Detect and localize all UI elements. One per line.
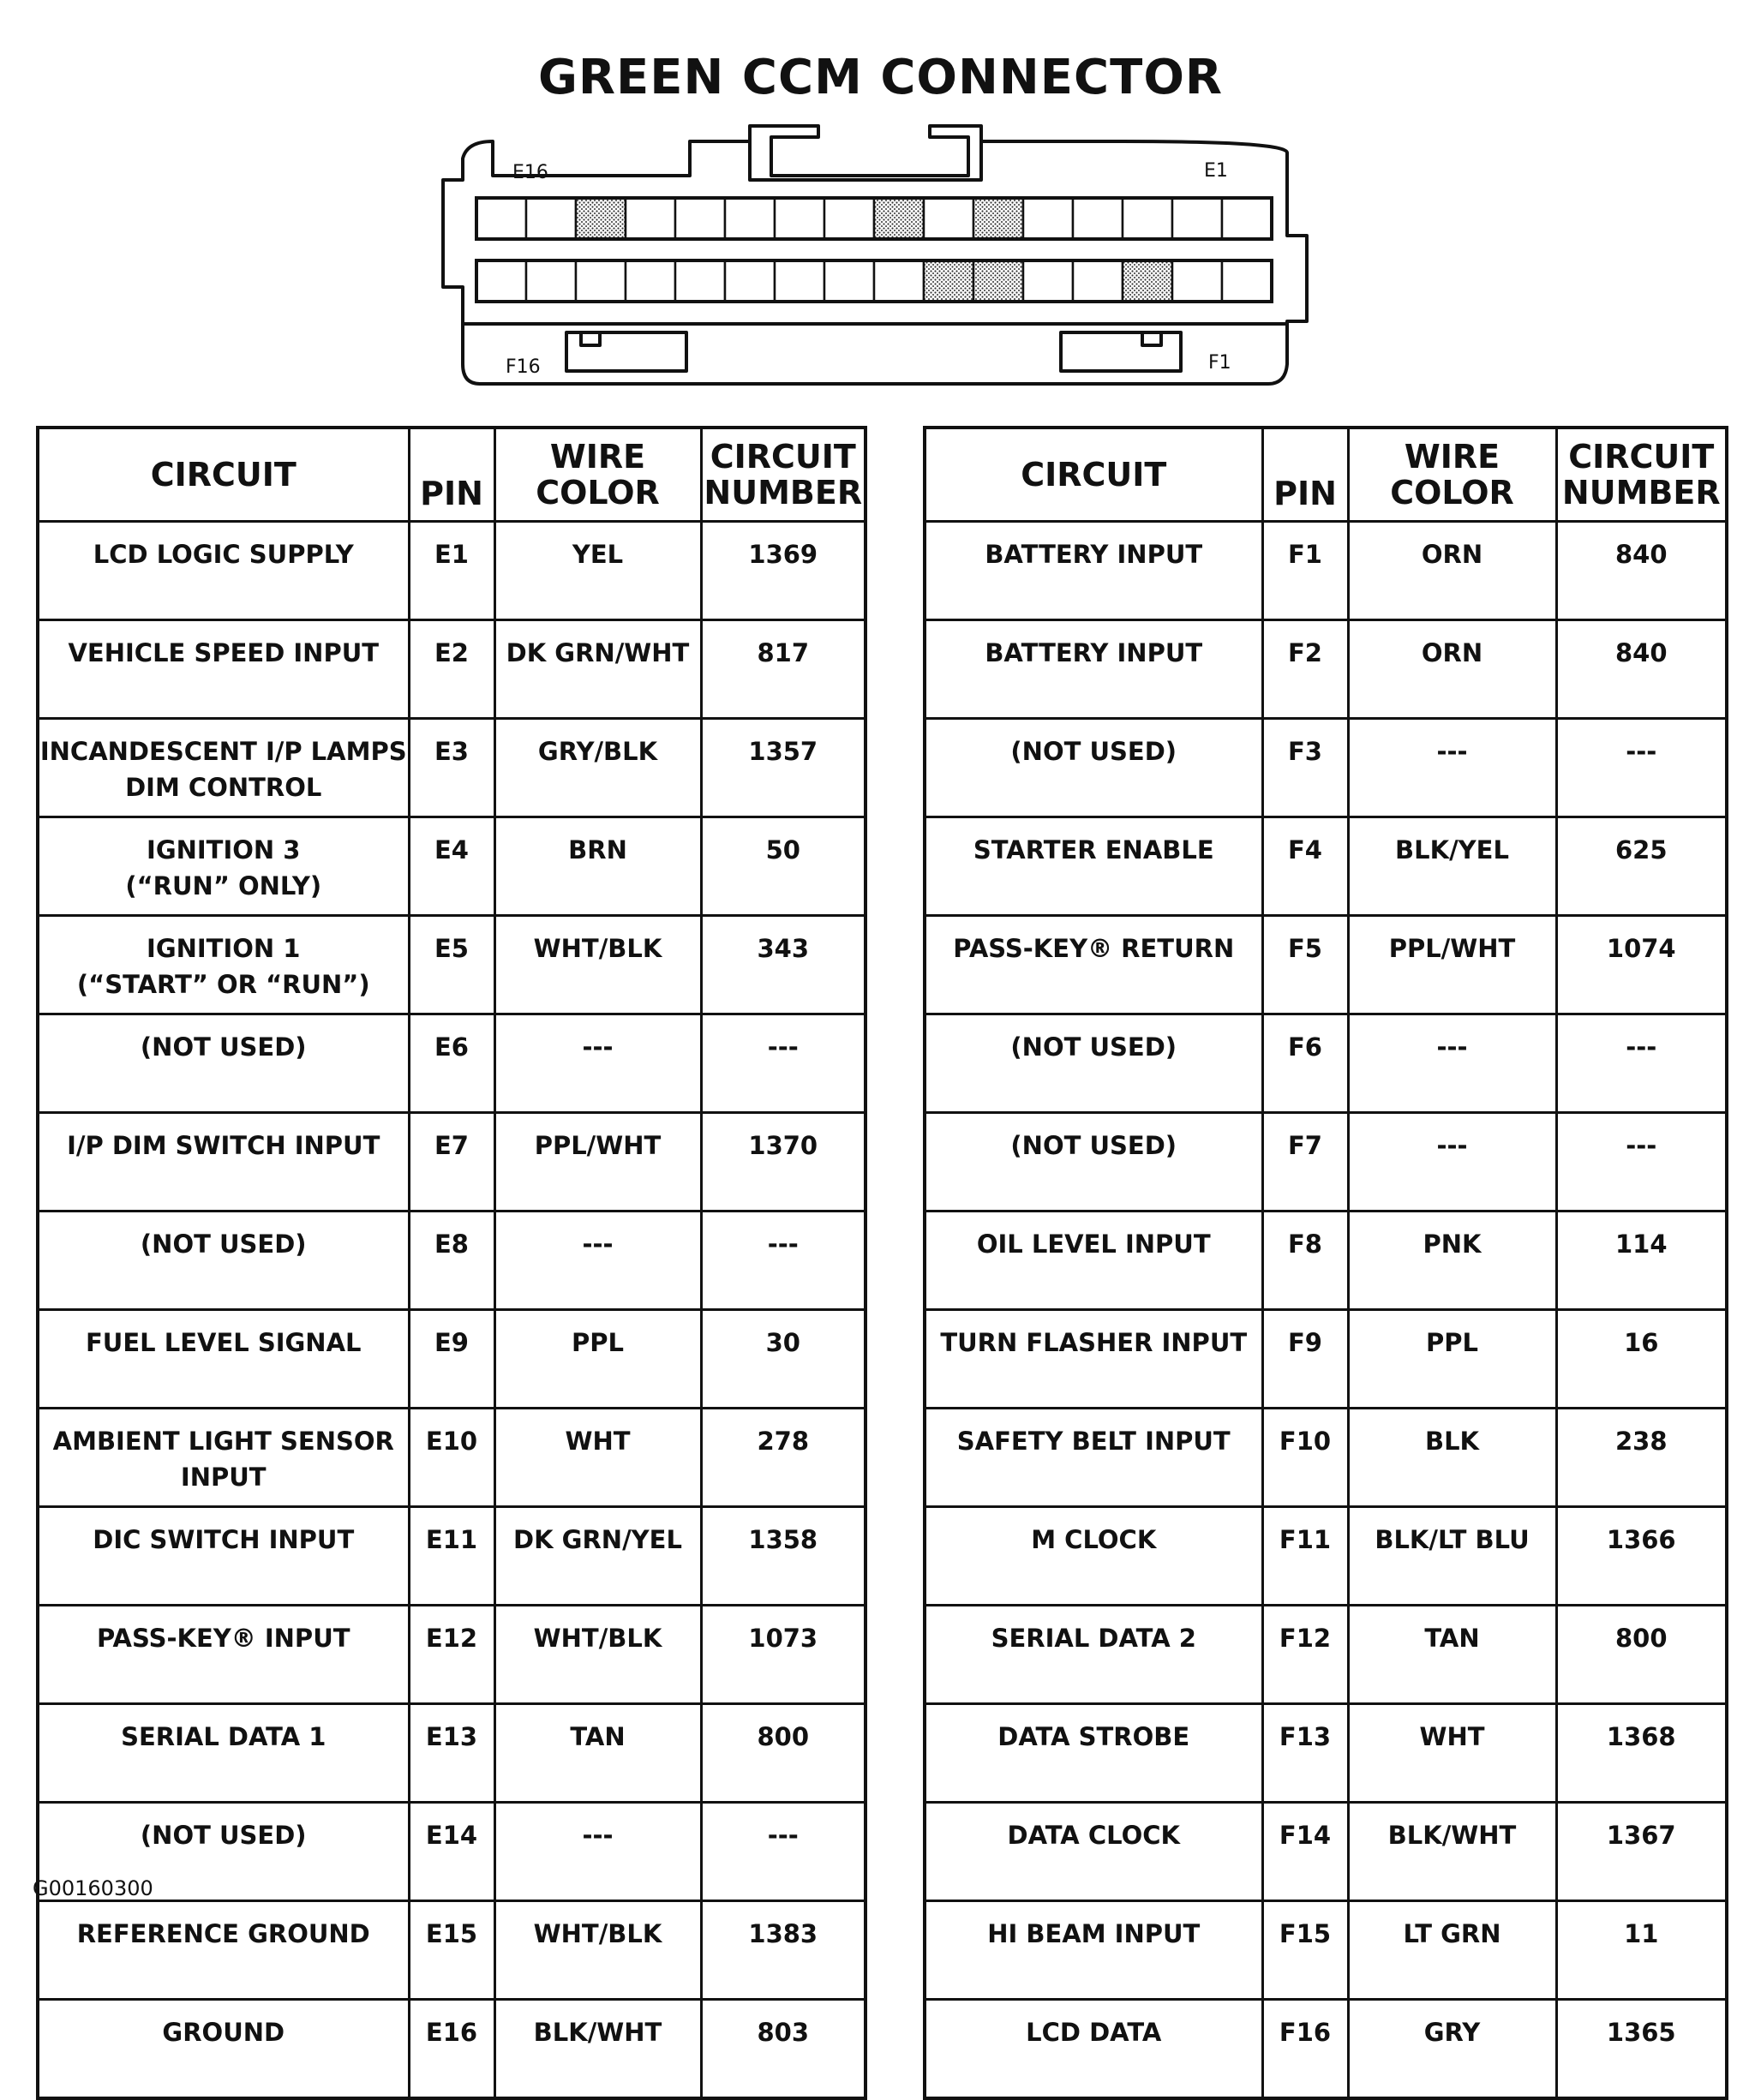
pin-row-f-cavity xyxy=(1172,260,1222,302)
circuit-line: M CLOCK xyxy=(1031,1525,1157,1554)
header-circuit: CIRCUIT xyxy=(38,428,409,522)
table-row xyxy=(38,1507,866,1606)
header-pin: PIN xyxy=(409,428,494,522)
cell-pin: F13 xyxy=(1262,1704,1348,1803)
cell-pin: F12 xyxy=(1262,1606,1348,1704)
cell-circuit xyxy=(925,1212,1262,1310)
cell-pin: E16 xyxy=(409,2000,494,2099)
cell-pin: E12 xyxy=(409,1606,494,1704)
circuit-line: IGNITION 3 xyxy=(147,835,301,865)
circuit-line: PASS-KEY® RETURN xyxy=(953,934,1235,963)
cell-circuit xyxy=(925,1901,1262,2000)
cell-pin: F1 xyxy=(1262,522,1348,620)
table-row xyxy=(925,1310,1727,1409)
cell-wire-color: WHT/BLK xyxy=(494,916,701,1014)
circuit-line: (“START” OR “RUN”) xyxy=(76,970,370,999)
pin-row-f-cavity xyxy=(1222,260,1272,302)
cell-circuit-number: --- xyxy=(1556,719,1727,817)
cell-wire-color: BLK/LT BLU xyxy=(1348,1507,1556,1606)
circuit-line: OIL LEVEL INPUT xyxy=(976,1229,1211,1259)
cell-circuit xyxy=(38,1310,409,1409)
table-row xyxy=(38,522,866,620)
cell-circuit xyxy=(38,1409,409,1507)
cell-circuit-number: 1368 xyxy=(1556,1704,1727,1803)
table-row xyxy=(38,916,866,1014)
figure-id: G00160300 xyxy=(33,1876,153,1900)
cell-circuit xyxy=(925,1606,1262,1704)
pin-row-e-cavity xyxy=(626,198,675,239)
cell-wire-color: PPL/WHT xyxy=(1348,916,1556,1014)
cell-circuit xyxy=(925,620,1262,719)
cell-wire-color: DK GRN/YEL xyxy=(494,1507,701,1606)
circuit-line: PASS-KEY® INPUT xyxy=(96,1624,350,1653)
cell-circuit xyxy=(925,522,1262,620)
header-wire-color: WIRE COLOR xyxy=(1348,428,1556,522)
cell-circuit-number: 343 xyxy=(701,916,866,1014)
circuit-line: HI BEAM INPUT xyxy=(987,1919,1201,1948)
cell-circuit-number: 625 xyxy=(1556,817,1727,916)
latch-left-tab xyxy=(581,332,600,345)
cell-pin: E14 xyxy=(409,1803,494,1901)
circuit-line: DATA CLOCK xyxy=(1007,1821,1180,1850)
cell-circuit xyxy=(38,1113,409,1212)
cell-pin: F5 xyxy=(1262,916,1348,1014)
cell-circuit-number: 30 xyxy=(701,1310,866,1409)
cell-circuit-number: --- xyxy=(1556,1113,1727,1212)
cell-circuit-number: 800 xyxy=(1556,1606,1727,1704)
circuit-line: (NOT USED) xyxy=(140,1229,307,1259)
table-row xyxy=(925,817,1727,916)
connector-body-outline xyxy=(443,126,1307,384)
circuit-line: VEHICLE SPEED INPUT xyxy=(68,638,380,667)
cell-circuit-number: 11 xyxy=(1556,1901,1727,2000)
cell-circuit-number: --- xyxy=(701,1212,866,1310)
cell-wire-color: LT GRN xyxy=(1348,1901,1556,2000)
cell-circuit-number: 278 xyxy=(701,1409,866,1507)
cell-circuit-number: 1073 xyxy=(701,1606,866,1704)
cell-pin: F3 xyxy=(1262,719,1348,817)
circuit-line: FUEL LEVEL SIGNAL xyxy=(85,1328,362,1357)
circuit-line: SERIAL DATA 2 xyxy=(991,1624,1196,1653)
latch-left xyxy=(566,332,686,371)
circuit-line: GROUND xyxy=(162,2018,285,2047)
cell-circuit xyxy=(925,1409,1262,1507)
cell-wire-color: TAN xyxy=(494,1704,701,1803)
circuit-line: AMBIENT LIGHT SENSOR xyxy=(52,1427,394,1456)
cell-pin: E6 xyxy=(409,1014,494,1113)
diagram-title: GREEN CCM CONNECTOR xyxy=(537,50,1224,105)
table-row xyxy=(925,620,1727,719)
header-circuit-number: CIRCUIT NUMBER xyxy=(1556,428,1727,522)
cell-wire-color: ORN xyxy=(1348,620,1556,719)
cell-pin: E15 xyxy=(409,1901,494,2000)
cell-circuit xyxy=(925,1113,1262,1212)
pin-row-f-cavity xyxy=(973,260,1023,302)
table-row xyxy=(925,1606,1727,1704)
table-row xyxy=(38,1606,866,1704)
cell-wire-color: PPL/WHT xyxy=(494,1113,701,1212)
circuit-line: REFERENCE GROUND xyxy=(76,1919,370,1948)
cell-pin: F6 xyxy=(1262,1014,1348,1113)
pin-row-f-cavity xyxy=(576,260,626,302)
pin-row-e-cavity xyxy=(973,198,1023,239)
circuit-line: DATA STROBE xyxy=(997,1722,1190,1751)
cell-wire-color: --- xyxy=(494,1212,701,1310)
circuit-line: (NOT USED) xyxy=(1010,737,1177,766)
cell-pin: E9 xyxy=(409,1310,494,1409)
cell-circuit xyxy=(925,817,1262,916)
cell-circuit xyxy=(925,2000,1262,2099)
label-f16: F16 xyxy=(506,356,541,378)
circuit-line: SERIAL DATA 1 xyxy=(121,1722,326,1751)
cell-circuit-number: 50 xyxy=(701,817,866,916)
ccm-connector-diagram xyxy=(0,0,1761,403)
table-row xyxy=(38,1310,866,1409)
circuit-line: BATTERY INPUT xyxy=(985,540,1203,569)
label-e16: E16 xyxy=(512,162,548,183)
cell-circuit-number: 1366 xyxy=(1556,1507,1727,1606)
cell-circuit-number: --- xyxy=(1556,1014,1727,1113)
pin-row-e xyxy=(476,198,1272,239)
cell-wire-color: --- xyxy=(494,1803,701,1901)
cell-pin: E1 xyxy=(409,522,494,620)
cell-wire-color: --- xyxy=(1348,719,1556,817)
circuit-line: LCD LOGIC SUPPLY xyxy=(93,540,354,569)
cell-circuit xyxy=(925,719,1262,817)
cell-circuit-number: 1358 xyxy=(701,1507,866,1606)
table-row xyxy=(925,719,1727,817)
cell-pin: E5 xyxy=(409,916,494,1014)
cell-wire-color: TAN xyxy=(1348,1606,1556,1704)
pin-row-e-cavity xyxy=(476,198,526,239)
circuit-line: (“RUN” ONLY) xyxy=(125,871,322,900)
cell-pin: E13 xyxy=(409,1704,494,1803)
circuit-line: INCANDESCENT I/P LAMPS xyxy=(39,737,407,766)
cell-pin: E8 xyxy=(409,1212,494,1310)
table-row xyxy=(925,1113,1727,1212)
cell-pin: E11 xyxy=(409,1507,494,1606)
cell-circuit xyxy=(38,1901,409,2000)
circuit-line: LCD DATA xyxy=(1026,2018,1162,2047)
table-row xyxy=(38,1014,866,1113)
cell-circuit xyxy=(925,1310,1262,1409)
cell-circuit xyxy=(38,719,409,817)
cell-circuit-number: 1367 xyxy=(1556,1803,1727,1901)
cell-circuit xyxy=(925,1507,1262,1606)
cell-pin: F4 xyxy=(1262,817,1348,916)
cell-wire-color: WHT xyxy=(1348,1704,1556,1803)
pin-row-e-cavity xyxy=(675,198,725,239)
pin-row-e-cavity xyxy=(1023,198,1073,239)
pinout-table-f xyxy=(923,426,1728,2100)
table-row xyxy=(925,1901,1727,2000)
pinout-table-e xyxy=(36,426,867,2100)
cell-pin: E10 xyxy=(409,1409,494,1507)
cell-circuit-number: 1370 xyxy=(701,1113,866,1212)
cell-wire-color: PPL xyxy=(1348,1310,1556,1409)
cell-circuit-number: 803 xyxy=(701,2000,866,2099)
pin-row-e-cavity xyxy=(874,198,924,239)
cell-circuit xyxy=(38,1606,409,1704)
cell-pin: E7 xyxy=(409,1113,494,1212)
cell-circuit xyxy=(925,916,1262,1014)
header-circuit: CIRCUIT xyxy=(925,428,1262,522)
circuit-line: TURN FLASHER INPUT xyxy=(940,1328,1248,1357)
cell-wire-color: BLK/WHT xyxy=(494,2000,701,2099)
table-row xyxy=(925,1014,1727,1113)
pin-row-e-cavity xyxy=(1123,198,1172,239)
cell-wire-color: GRY/BLK xyxy=(494,719,701,817)
cell-pin: F7 xyxy=(1262,1113,1348,1212)
cell-pin: E3 xyxy=(409,719,494,817)
cell-circuit-number: --- xyxy=(701,1014,866,1113)
cell-wire-color: DK GRN/WHT xyxy=(494,620,701,719)
cell-wire-color: WHT/BLK xyxy=(494,1606,701,1704)
cell-wire-color: --- xyxy=(1348,1014,1556,1113)
circuit-line: (NOT USED) xyxy=(140,1032,307,1062)
cell-wire-color: --- xyxy=(1348,1113,1556,1212)
pin-row-f-cavity xyxy=(725,260,775,302)
cell-circuit-number: 114 xyxy=(1556,1212,1727,1310)
table-row xyxy=(925,1507,1727,1606)
table-row xyxy=(925,916,1727,1014)
table-header-row xyxy=(925,428,1727,522)
table-row xyxy=(38,1409,866,1507)
cell-pin: F8 xyxy=(1262,1212,1348,1310)
pin-row-e-cavity xyxy=(775,198,824,239)
circuit-line: I/P DIM SWITCH INPUT xyxy=(67,1131,380,1160)
table-row xyxy=(925,522,1727,620)
table-row xyxy=(38,1901,866,2000)
cell-wire-color: WHT xyxy=(494,1409,701,1507)
circuit-line: DIM CONTROL xyxy=(125,773,322,802)
cell-circuit-number: 800 xyxy=(701,1704,866,1803)
cell-pin: F16 xyxy=(1262,2000,1348,2099)
pin-row-e-cavity xyxy=(824,198,874,239)
table-row xyxy=(38,719,866,817)
cell-pin: F10 xyxy=(1262,1409,1348,1507)
cell-pin: F15 xyxy=(1262,1901,1348,2000)
table-row xyxy=(38,2000,866,2099)
cell-circuit-number: --- xyxy=(701,1803,866,1901)
cell-circuit xyxy=(38,2000,409,2099)
pin-row-f-cavity xyxy=(1073,260,1123,302)
pin-row-f-cavity xyxy=(675,260,725,302)
table-row xyxy=(38,1803,866,1901)
table-row xyxy=(38,620,866,719)
cell-pin: F2 xyxy=(1262,620,1348,719)
cell-wire-color: WHT/BLK xyxy=(494,1901,701,2000)
header-circuit-number: CIRCUIT NUMBER xyxy=(701,428,866,522)
circuit-line: INPUT xyxy=(180,1463,267,1492)
table-row xyxy=(925,2000,1727,2099)
pin-row-f-cavity xyxy=(874,260,924,302)
circuit-line: (NOT USED) xyxy=(1010,1131,1177,1160)
circuit-line: BATTERY INPUT xyxy=(985,638,1203,667)
label-e1: E1 xyxy=(1204,160,1228,182)
pin-row-e-cavity xyxy=(1073,198,1123,239)
table-header-row xyxy=(38,428,866,522)
pin-row-f-cavity xyxy=(775,260,824,302)
cell-wire-color: --- xyxy=(494,1014,701,1113)
pin-row-e-cavity xyxy=(924,198,973,239)
pin-row-e-cavity xyxy=(526,198,576,239)
table-row xyxy=(925,1212,1727,1310)
cell-circuit xyxy=(38,620,409,719)
cell-pin: F14 xyxy=(1262,1803,1348,1901)
cell-wire-color: BRN xyxy=(494,817,701,916)
pin-row-e-cavity xyxy=(576,198,626,239)
table-row xyxy=(38,1704,866,1803)
circuit-line: STARTER ENABLE xyxy=(973,835,1214,865)
cell-circuit xyxy=(38,1507,409,1606)
cell-circuit xyxy=(925,1803,1262,1901)
cell-wire-color: PPL xyxy=(494,1310,701,1409)
table-row xyxy=(925,1704,1727,1803)
pin-row-f xyxy=(476,260,1272,302)
cell-circuit xyxy=(38,1704,409,1803)
table-row xyxy=(38,817,866,916)
circuit-line: IGNITION 1 xyxy=(147,934,301,963)
cell-circuit-number: 1365 xyxy=(1556,2000,1727,2099)
table-row xyxy=(925,1803,1727,1901)
cell-pin: E2 xyxy=(409,620,494,719)
pin-row-f-cavity xyxy=(526,260,576,302)
cell-wire-color: YEL xyxy=(494,522,701,620)
cell-circuit xyxy=(38,522,409,620)
cell-circuit-number: 1383 xyxy=(701,1901,866,2000)
header-pin: PIN xyxy=(1262,428,1348,522)
cell-circuit-number: 238 xyxy=(1556,1409,1727,1507)
circuit-line: SAFETY BELT INPUT xyxy=(956,1427,1231,1456)
pin-row-f-cavity xyxy=(924,260,973,302)
cell-pin: F9 xyxy=(1262,1310,1348,1409)
cell-circuit-number: 840 xyxy=(1556,620,1727,719)
cell-circuit xyxy=(38,916,409,1014)
label-f1: F1 xyxy=(1208,352,1231,374)
table-row xyxy=(38,1113,866,1212)
pin-row-e-cavity xyxy=(1222,198,1272,239)
cell-circuit-number: 840 xyxy=(1556,522,1727,620)
latch-right-tab xyxy=(1142,332,1161,345)
header-wire-color: WIRE COLOR xyxy=(494,428,701,522)
cell-circuit xyxy=(38,1212,409,1310)
cell-wire-color: BLK/WHT xyxy=(1348,1803,1556,1901)
cell-wire-color: PNK xyxy=(1348,1212,1556,1310)
cell-wire-color: BLK/YEL xyxy=(1348,817,1556,916)
pin-row-f-cavity xyxy=(1023,260,1073,302)
cell-wire-color: BLK xyxy=(1348,1409,1556,1507)
cell-circuit-number: 1074 xyxy=(1556,916,1727,1014)
pin-row-f-cavity xyxy=(1123,260,1172,302)
pin-row-e-cavity xyxy=(1172,198,1222,239)
cell-circuit xyxy=(38,1014,409,1113)
pin-row-e-cavity xyxy=(725,198,775,239)
pin-row-f-cavity xyxy=(824,260,874,302)
table-row xyxy=(38,1212,866,1310)
cell-circuit xyxy=(38,817,409,916)
pin-row-f-cavity xyxy=(626,260,675,302)
circuit-line: (NOT USED) xyxy=(140,1821,307,1850)
cell-circuit-number: 1369 xyxy=(701,522,866,620)
circuit-line: (NOT USED) xyxy=(1010,1032,1177,1062)
cell-circuit xyxy=(925,1014,1262,1113)
cell-circuit-number: 16 xyxy=(1556,1310,1727,1409)
cell-circuit-number: 817 xyxy=(701,620,866,719)
table-row xyxy=(925,1409,1727,1507)
cell-circuit-number: 1357 xyxy=(701,719,866,817)
cell-circuit xyxy=(925,1704,1262,1803)
cell-pin: F11 xyxy=(1262,1507,1348,1606)
cell-wire-color: GRY xyxy=(1348,2000,1556,2099)
cell-pin: E4 xyxy=(409,817,494,916)
cell-wire-color: ORN xyxy=(1348,522,1556,620)
pin-row-f-cavity xyxy=(476,260,526,302)
circuit-line: DIC SWITCH INPUT xyxy=(93,1525,355,1554)
